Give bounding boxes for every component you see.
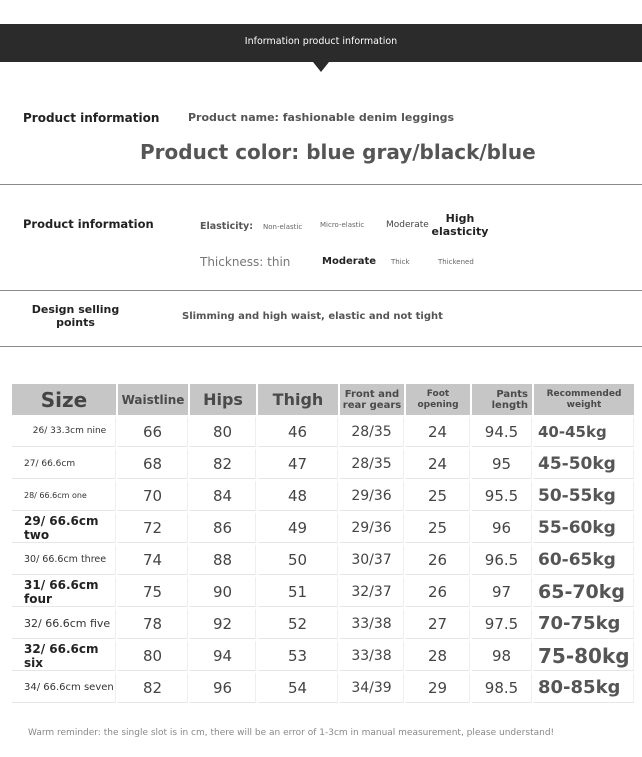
size-cell: 26/ 33.3cm nine — [12, 417, 116, 447]
banner-title: Information product information — [244, 36, 398, 47]
size-cell: 34/ 66.6cm seven — [12, 673, 116, 703]
table-cell: 29/36 — [340, 513, 404, 543]
size-cell: 28/ 66.6cm one — [12, 481, 116, 511]
table-cell: 94 — [190, 641, 256, 671]
table-cell: 25 — [406, 513, 470, 543]
weight-cell: 60-65kg — [534, 545, 634, 575]
column-header: Recommended weight — [534, 384, 634, 415]
table-cell: 46 — [258, 417, 338, 447]
table-cell: 92 — [190, 609, 256, 639]
table-cell: 88 — [190, 545, 256, 575]
table-cell: 80 — [118, 641, 188, 671]
table-cell: 53 — [258, 641, 338, 671]
table-cell: 33/38 — [340, 609, 404, 639]
size-cell: 32/ 66.6cm five — [12, 609, 116, 639]
weight-cell: 75-80kg — [534, 641, 634, 671]
weight-cell: 50-55kg — [534, 481, 634, 511]
section1-label: Product information — [23, 111, 160, 125]
table-cell: 28/35 — [340, 449, 404, 479]
table-row — [12, 545, 634, 575]
table-cell: 82 — [118, 673, 188, 703]
table-cell: 32/37 — [340, 577, 404, 607]
table-cell: 28/35 — [340, 417, 404, 447]
divider — [0, 184, 642, 185]
table-cell: 30/37 — [340, 545, 404, 575]
elasticity-option-selected: High elasticity — [431, 212, 489, 238]
elasticity-option: Moderate — [386, 220, 429, 230]
thickness-option-selected: Moderate — [322, 256, 377, 267]
table-cell: 26 — [406, 545, 470, 575]
header-banner — [0, 24, 642, 62]
table-cell: 97.5 — [472, 609, 532, 639]
table-cell: 66 — [118, 417, 188, 447]
size-cell: 29/ 66.6cm two — [12, 513, 116, 543]
column-header: Hips — [190, 384, 256, 415]
thickness-label: Thickness: thin — [200, 255, 291, 269]
table-cell: 47 — [258, 449, 338, 479]
elasticity-option: Non-elastic — [263, 223, 303, 231]
table-cell: 90 — [190, 577, 256, 607]
table-cell: 96 — [472, 513, 532, 543]
size-cell: 27/ 66.6cm — [12, 449, 116, 479]
divider — [0, 290, 642, 291]
column-header: Front and rear gears — [340, 384, 404, 415]
size-cell: 31/ 66.6cm four — [12, 577, 116, 607]
table-cell: 98 — [472, 641, 532, 671]
section3-label: Design selling points — [31, 303, 120, 329]
table-cell: 24 — [406, 449, 470, 479]
weight-cell: 65-70kg — [534, 577, 634, 607]
table-cell: 29/36 — [340, 481, 404, 511]
table-cell: 27 — [406, 609, 470, 639]
column-header: Pants length — [472, 384, 532, 415]
table-cell: 34/39 — [340, 673, 404, 703]
table-row — [12, 449, 634, 479]
table-cell: 70 — [118, 481, 188, 511]
warm-reminder: Warm reminder: the single slot is in cm, there will be an error of 1-3cm in manual measurement, please understand! — [28, 728, 555, 738]
table-cell: 29 — [406, 673, 470, 703]
table-row — [12, 609, 634, 639]
table-cell: 95 — [472, 449, 532, 479]
section2-label: Product information — [23, 217, 154, 231]
column-header: Size — [12, 384, 116, 415]
selling-points: Slimming and high waist, elastic and not tight — [182, 311, 443, 322]
table-cell: 78 — [118, 609, 188, 639]
table-cell: 52 — [258, 609, 338, 639]
weight-cell: 55-60kg — [534, 513, 634, 543]
weight-cell: 45-50kg — [534, 449, 634, 479]
elasticity-label: Elasticity: — [200, 221, 254, 232]
table-row — [12, 641, 634, 671]
column-header: Foot opening — [406, 384, 470, 415]
column-header: Thigh — [258, 384, 338, 415]
product-color: Product color: blue gray/black/blue — [140, 140, 536, 164]
weight-cell: 40-45kg — [534, 417, 634, 447]
table-cell: 33/38 — [340, 641, 404, 671]
table-row — [12, 481, 634, 511]
table-cell: 74 — [118, 545, 188, 575]
table-cell: 98.5 — [472, 673, 532, 703]
banner-arrow-icon — [313, 62, 329, 72]
divider — [0, 346, 642, 347]
table-cell: 28 — [406, 641, 470, 671]
weight-cell: 80-85kg — [534, 673, 634, 703]
table-row — [12, 417, 634, 447]
table-cell: 84 — [190, 481, 256, 511]
table-cell: 50 — [258, 545, 338, 575]
table-cell: 96 — [190, 673, 256, 703]
table-cell: 49 — [258, 513, 338, 543]
table-cell: 51 — [258, 577, 338, 607]
weight-cell: 70-75kg — [534, 609, 634, 639]
table-cell: 54 — [258, 673, 338, 703]
table-row — [12, 577, 634, 607]
table-cell: 68 — [118, 449, 188, 479]
table-header-row — [12, 384, 634, 415]
table-cell: 86 — [190, 513, 256, 543]
size-cell: 30/ 66.6cm three — [12, 545, 116, 575]
table-cell: 82 — [190, 449, 256, 479]
size-cell: 32/ 66.6cm six — [12, 641, 116, 671]
elasticity-option: Micro-elastic — [320, 221, 365, 229]
size-table — [10, 382, 636, 705]
table-cell: 25 — [406, 481, 470, 511]
table-cell: 97 — [472, 577, 532, 607]
table-cell: 72 — [118, 513, 188, 543]
table-row — [12, 513, 634, 543]
table-cell: 94.5 — [472, 417, 532, 447]
table-row — [12, 673, 634, 703]
table-cell: 24 — [406, 417, 470, 447]
table-cell: 95.5 — [472, 481, 532, 511]
table-cell: 75 — [118, 577, 188, 607]
table-cell: 96.5 — [472, 545, 532, 575]
column-header: Waistline — [118, 384, 188, 415]
table-cell: 26 — [406, 577, 470, 607]
table-cell: 80 — [190, 417, 256, 447]
product-name: Product name: fashionable denim leggings — [188, 111, 455, 124]
thickness-option: Thickened — [438, 258, 474, 266]
table-cell: 48 — [258, 481, 338, 511]
thickness-option: Thick — [391, 258, 410, 266]
